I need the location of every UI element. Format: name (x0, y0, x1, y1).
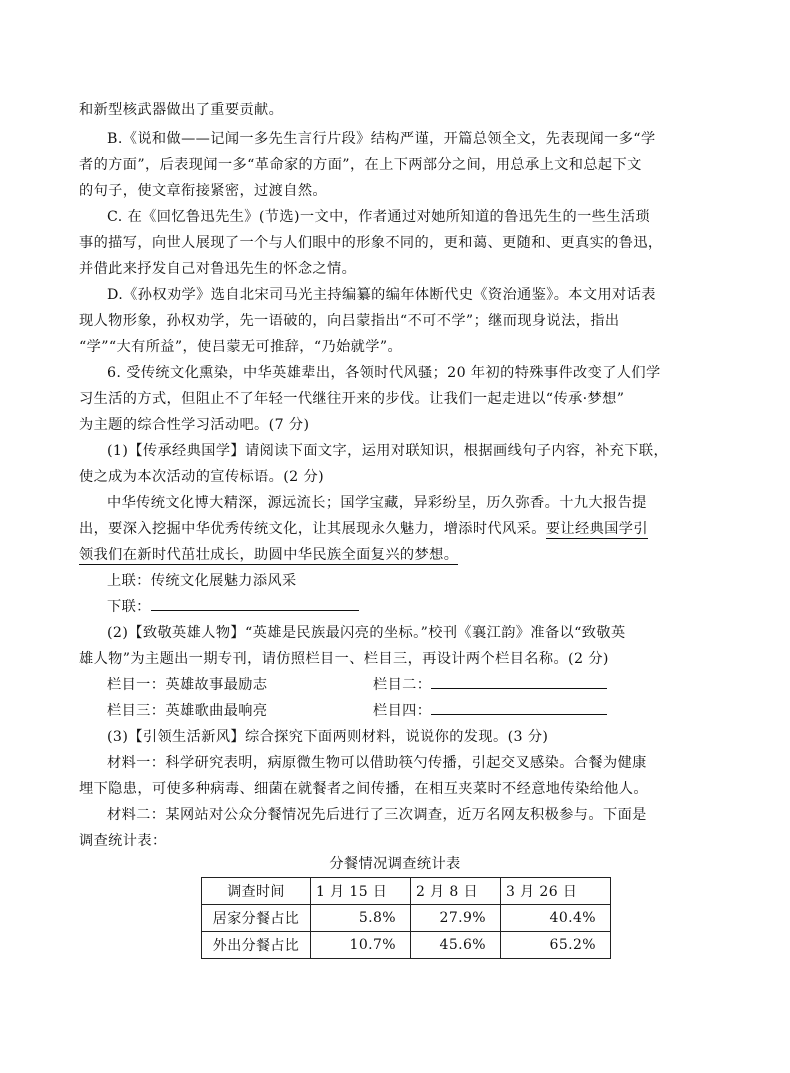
table-row (202, 932, 611, 959)
column-2-label: 栏目二： (373, 677, 432, 693)
lower-couplet-label: 下联： (107, 599, 151, 615)
column-2 (373, 674, 607, 696)
text-line: 和新型核武器做出了重要贡献。 (79, 102, 284, 118)
question-6-line: 为主题的综合性学习活动吧。(7 分) (79, 417, 310, 433)
survey-table (201, 877, 611, 959)
option-b-line: 者的方面”，后表现闻一多“革命家的方面”，在上下两部分之间，用总承上文和总起下文 (79, 157, 642, 173)
part-1-line: 使之成为本次活动的宣传标语。(2 分) (79, 469, 325, 485)
column-1: 栏目一：英雄故事最励志 (107, 677, 268, 693)
table-header-row (202, 878, 611, 905)
table-cell: 45.6% (411, 932, 501, 959)
table-cell: 40.4% (501, 905, 611, 932)
header-cell: 1 月 15 日 (311, 878, 411, 905)
material-2-line: 材料二：某网站对公众分餐情况先后进行了三次调查，近万名网友积极参与。下面是 (107, 807, 647, 823)
row-label: 居家分餐占比 (202, 905, 311, 932)
column-4-label: 栏目四： (373, 703, 432, 719)
header-cell: 2 月 8 日 (411, 878, 501, 905)
option-b-line: 的句子，使文章衔接紧密，过渡自然。 (79, 183, 327, 199)
option-d-line: “学”“大有所益”，使吕蒙无可推辞，“乃始就学”。 (79, 339, 403, 355)
table-cell: 10.7% (311, 932, 411, 959)
upper-couplet: 上联：传统文化展魅力添风采 (107, 573, 297, 589)
passage-line (79, 544, 458, 566)
option-c-line: C. 在《回忆鲁迅先生》(节选)一文中，作者通过对她所知道的鲁迅先生的一些生活琐 (107, 209, 651, 225)
option-d-line: 现人物形象，孙权劝学，先一语破的，向吕蒙指出“不可不学”；继而现身说法，指出 (79, 313, 620, 329)
material-1-line: 埋下隐患，可使多种病毒、细菌在就餐者之间传播，在相互夹菜时不经意地传染给他人。 (79, 781, 648, 797)
part-2-line: (2)【致敬英雄人物】“英雄是民族最闪亮的坐标。”校刊《襄江韵》准备以“致敬英 (107, 625, 626, 641)
row-label: 外出分餐占比 (202, 932, 311, 959)
underlined-sentence: 要让经典国学引 (545, 521, 648, 537)
option-b-line: B.《说和做——记闻一多先生言行片段》结构严谨，开篇总领全文，先表现闻一多“学 (107, 131, 656, 147)
question-6-line: 6. 受传统文化熏染，中华英雄辈出，各领时代风骚；20 年初的特殊事件改变了人们学 (107, 365, 661, 381)
underlined-sentence: 领我们在新时代茁壮成长，助圆中华民族全面复兴的梦想。 (79, 547, 459, 563)
part-1-line: (1)【传承经典国学】请阅读下面文字，运用对联知识，根据画线句子内容，补充下联， (107, 443, 669, 459)
passage-text: 出，要深入挖掘中华优秀传统文化，让其展现永久魅力，增添时代风采。 (79, 521, 546, 537)
table-caption: 分餐情况调查统计表 (329, 856, 461, 872)
material-2-line: 调查统计表： (79, 833, 167, 849)
option-d-line: D.《孙权劝学》选自北宋司马光主持编纂的编年体断代史《资治通鉴》。本文用对话表 (107, 287, 656, 303)
header-cell: 调查时间 (202, 878, 311, 905)
answer-blank[interactable] (431, 674, 607, 689)
passage-line: 中华传统文化博大精深，源远流长；国学宝藏，异彩纷呈，历久弥香。十九大报告提 (107, 495, 647, 511)
column-4 (373, 700, 607, 722)
option-c-line: 并借此来抒发自己对鲁迅先生的怀念之情。 (79, 261, 357, 277)
lower-couplet (107, 596, 359, 618)
option-c-line: 事的描写，向世人展现了一个与人们眼中的形象不同的，更和蔼、更随和、更真实的鲁迅， (79, 235, 663, 251)
material-1-line: 材料一：科学研究表明，病原微生物可以借助筷勺传播，引起交叉感染。合餐为健康 (107, 755, 647, 771)
table-row (202, 905, 611, 932)
answer-blank[interactable] (151, 596, 359, 611)
answer-blank[interactable] (431, 700, 607, 715)
part-2-line: 雄人物”为主题出一期专刊，请仿照栏目一、栏目三，再设计两个栏目名称。(2 分) (79, 651, 609, 667)
table-cell: 5.8% (311, 905, 411, 932)
part-3-line: (3)【引领生活新风】综合探究下面两则材料，说说你的发现。(3 分) (107, 729, 549, 745)
table-cell: 27.9% (411, 905, 501, 932)
passage-line (79, 518, 648, 540)
column-3: 栏目三：英雄歌曲最响亮 (107, 703, 268, 719)
table-cell: 65.2% (501, 932, 611, 959)
header-cell: 3 月 26 日 (501, 878, 611, 905)
question-6-line: 习生活的方式，但阻止不了年轻一代继往开来的步伐。让我们一起走进以“传承·梦想” (79, 391, 625, 407)
